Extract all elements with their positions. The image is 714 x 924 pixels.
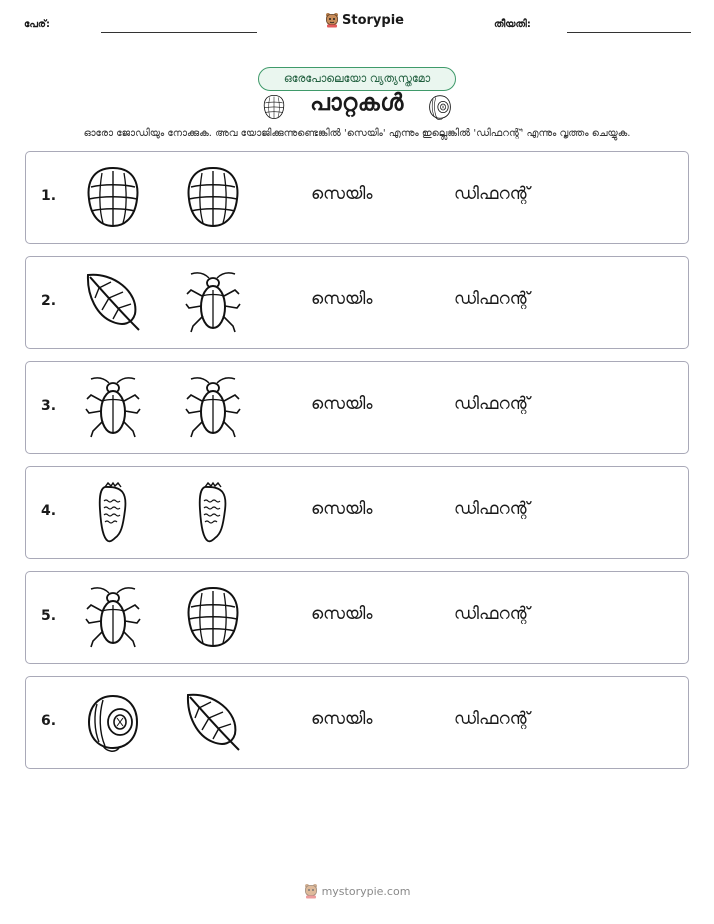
question-number: 2. [41,293,57,309]
date-label: തീയതി: [494,19,531,30]
same-option[interactable]: സെയിം [311,394,373,414]
same-option[interactable]: സെയിം [311,499,373,519]
cocoon-icon [183,480,243,544]
footer [0,883,714,899]
snail-shell-icon [427,93,453,121]
storypie-mascot-icon [304,883,318,899]
same-option[interactable]: സെയിം [311,709,373,729]
same-option[interactable]: സെയിം [311,289,373,309]
cockroach-icon [183,270,243,334]
cockroach-icon [83,375,143,439]
name-label: പേര്: [24,19,50,30]
worksheet-badge: ഒരേപോലെയോ വ്യത്യസ്തമോ [258,67,456,91]
date-line[interactable] [567,32,691,33]
different-option[interactable]: ഡിഫറന്റ് [454,394,530,414]
cockroach-icon [183,375,243,439]
same-option[interactable]: സെയിം [311,184,373,204]
question-row-1 [25,151,689,244]
storypie-mascot-icon [325,12,339,28]
footer-site[interactable]: mystorypie.com [321,884,411,898]
question-number: 6. [41,713,57,729]
brand-logo [325,12,404,28]
leaf-icon [83,270,143,334]
cockroach-icon [83,585,143,649]
page-title: പാറ്റകൾ [310,90,404,116]
question-row-2 [25,256,689,349]
different-option[interactable]: ഡിഫറന്റ് [454,184,530,204]
question-row-3 [25,361,689,454]
question-number: 3. [41,398,57,414]
cockroach-egg-case-icon [83,165,143,229]
different-option[interactable]: ഡിഫറന്റ് [454,604,530,624]
name-line[interactable] [101,32,257,33]
brand-name: Storypie [342,12,404,28]
question-number: 1. [41,188,57,204]
question-row-6 [25,676,689,769]
cockroach-egg-case-icon [183,165,243,229]
question-number: 4. [41,503,57,519]
same-option[interactable]: സെയിം [311,604,373,624]
leaf-icon [183,690,243,754]
different-option[interactable]: ഡിഫറന്റ് [454,289,530,309]
cocoon-icon [83,480,143,544]
different-option[interactable]: ഡിഫറന്റ് [454,499,530,519]
question-number: 5. [41,608,57,624]
cockroach-egg-case-icon [183,585,243,649]
snail-shell-icon [83,690,143,754]
question-row-5 [25,571,689,664]
instructions-text: ഓരോ ജോഡിയും നോക്കുക. അവ യോജിക്കുന്നുണ്ടെങ്കിൽ 'സെയിം' എന്നും ഇല്ലെങ്കിൽ 'ഡിഫറന്റ്' എന്നും വൃത്തം ചെയ്യുക. [83,128,631,139]
different-option[interactable]: ഡിഫറന്റ് [454,709,530,729]
question-row-4 [25,466,689,559]
